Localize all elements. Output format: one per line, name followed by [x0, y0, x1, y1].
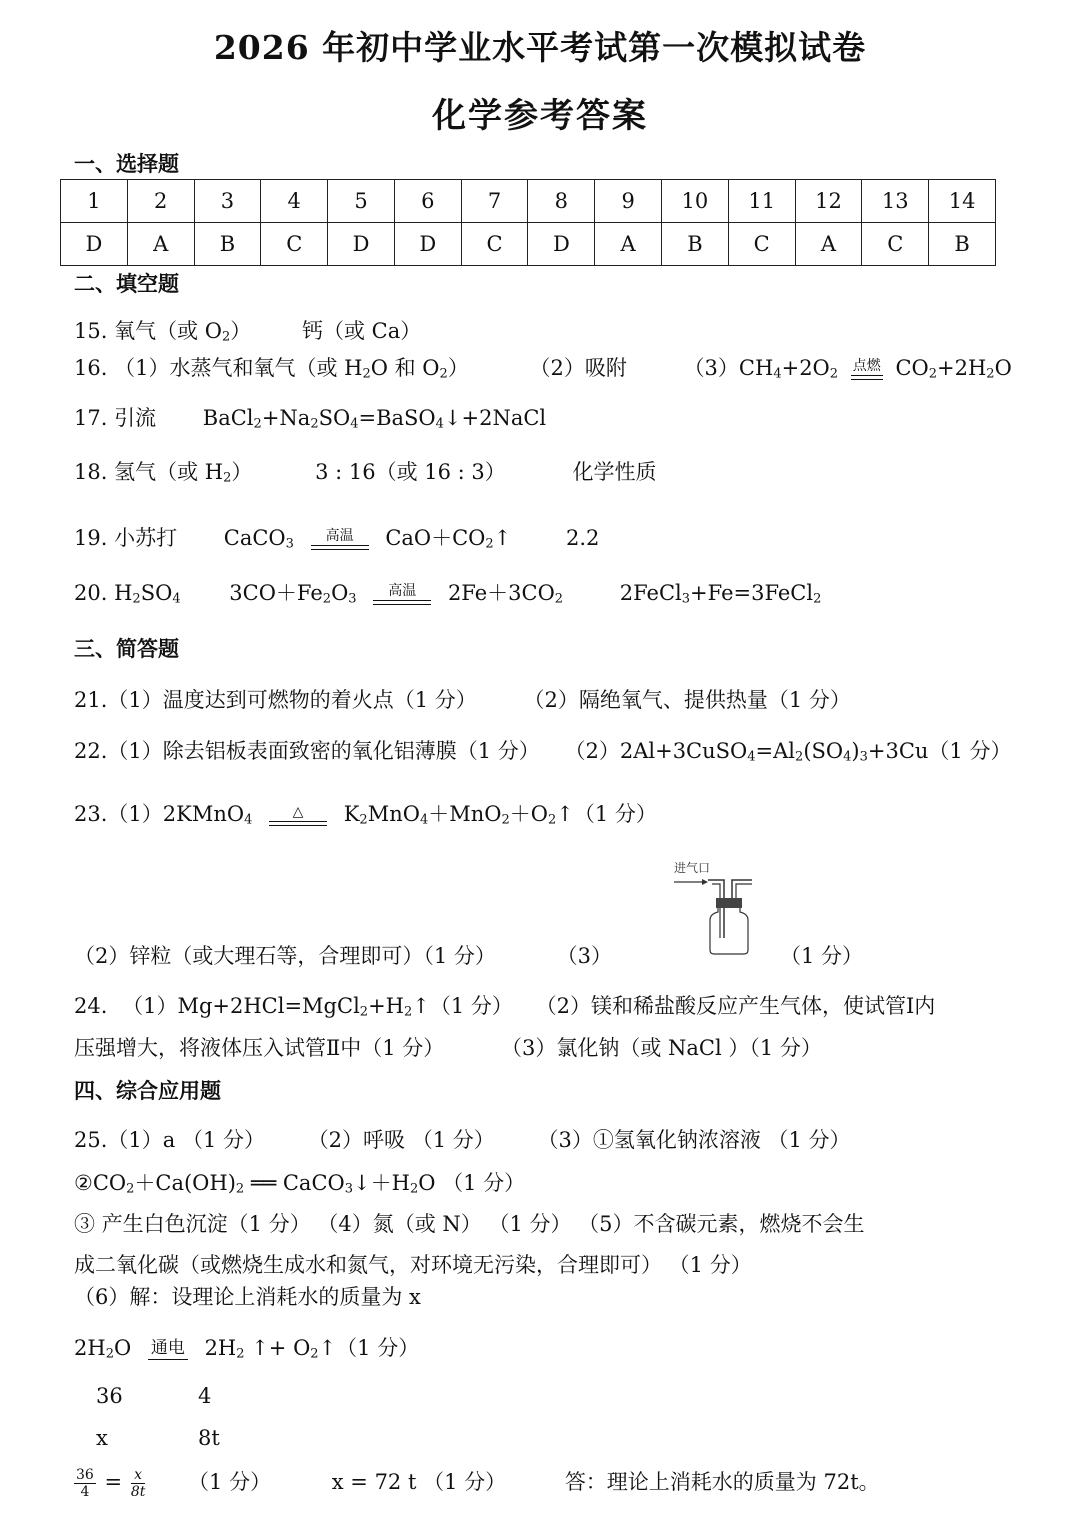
q23-part-3: （3） — [556, 944, 612, 968]
ratio-x: x — [96, 1426, 108, 1450]
subscript: 2 — [362, 366, 371, 382]
text-part: ↑（1 分） — [412, 994, 513, 1018]
text-part: +Na — [261, 406, 311, 430]
q18-answer-1: 氢气（或 H — [114, 460, 224, 484]
text-part: ↑+ O — [244, 1336, 311, 1360]
q25-part-3: （3）①氢氧化钠浓溶液 （1 分） — [537, 1128, 851, 1152]
subscript: 2 — [132, 591, 141, 607]
subscript: 2 — [795, 749, 804, 765]
text-part: ） — [230, 319, 252, 343]
subscript: 2 — [547, 812, 557, 828]
section-heading-comprehensive: 四、综合应用题 — [74, 1078, 221, 1103]
subscript: 2 — [554, 591, 564, 607]
section-heading-choice: 一、选择题 — [74, 151, 179, 176]
subscript: 4 — [172, 591, 181, 607]
text-part: ＋MnO — [428, 802, 502, 826]
text-part: SO — [318, 406, 351, 430]
q23-part-3-score: （1 分） — [780, 944, 864, 968]
text-part: +2H — [937, 356, 987, 380]
subscript: 2 — [501, 812, 510, 828]
q22-part-1: （1）除去铝板表面致密的氧化铝薄膜（1 分） — [107, 739, 540, 763]
q15-answer-2: 钙（或 Ca） — [301, 319, 422, 343]
table-cell: C — [728, 223, 795, 266]
answer-q25-line2 — [74, 1167, 525, 1197]
q24-part-3: （3）氯化钠（或 NaCl ）（1 分） — [501, 1036, 822, 1060]
text-part: +Fe=3FeCl — [690, 581, 814, 605]
table-cell: D — [528, 223, 595, 266]
text-part: MnO — [367, 802, 420, 826]
equals-bar — [373, 600, 431, 605]
table-cell: D — [61, 223, 128, 266]
subscript: 2 — [986, 366, 995, 382]
fraction-denominator: 4 — [80, 1484, 90, 1500]
table-cell: 9 — [595, 180, 662, 223]
long-tube-inner — [712, 884, 720, 938]
section-heading-short-answer: 三、简答题 — [74, 636, 179, 661]
solution-value: x = 72 t （1 分） — [331, 1470, 507, 1494]
answer-q23-part1 — [74, 798, 657, 828]
subscript: 2 — [235, 1181, 245, 1197]
table-cell: B — [929, 223, 996, 266]
q16-number: 16. — [74, 356, 108, 380]
subscript: 2 — [359, 1004, 369, 1020]
q21-part-2: （2）隔绝氧气、提供热量（1 分） — [523, 688, 851, 712]
table-cell: 10 — [662, 180, 729, 223]
table-cell: 8 — [528, 180, 595, 223]
table-cell: 1 — [61, 180, 128, 223]
text-part: 压强增大，将液体压入试管Ⅱ中（1 分） — [74, 1036, 445, 1060]
text-part: CO — [895, 356, 929, 380]
answer-row — [61, 223, 996, 266]
answer-q24-line2 — [74, 1032, 822, 1062]
table-cell: 12 — [795, 180, 862, 223]
reaction-condition — [269, 805, 327, 826]
q18-answer-2: 3 : 16（或 16 : 3） — [315, 460, 506, 484]
reaction-condition — [373, 584, 431, 605]
subscript: 3 — [681, 591, 691, 607]
text-part: +3Cu（1 分） — [867, 739, 1012, 763]
q17-answer-2: BaCl — [202, 406, 254, 430]
fraction-numerator: 36 — [76, 1467, 94, 1483]
table-cell: 3 — [194, 180, 261, 223]
answer-q20 — [74, 577, 821, 607]
q19-answer-1: 小苏打 — [114, 526, 178, 550]
answer-q25-line3: ③ 产生白色沉淀（1 分） （4）氮（或 N） （1 分） （5）不含碳元素，燃烧不会生 — [74, 1212, 865, 1236]
subscript: 2 — [409, 1181, 419, 1197]
subscript: 2 — [485, 536, 494, 552]
table-cell: D — [394, 223, 461, 266]
text-part: CaO＋CO — [385, 526, 486, 550]
equals-bar — [851, 375, 883, 380]
q23-part-2: （2）锌粒（或大理石等，合理即可）（1 分） — [74, 944, 496, 968]
q25-part-1: （1）a （1 分） — [107, 1128, 265, 1152]
q22-number: 22. — [74, 739, 108, 763]
text-part: O — [113, 1336, 132, 1360]
q19-answer-2: CaCO — [223, 526, 286, 550]
text-part: =BaSO — [358, 406, 436, 430]
text-part: ↑（1 分） — [556, 802, 657, 826]
ratio-8t: 8t — [198, 1426, 220, 1450]
text-part: 2H — [204, 1336, 237, 1360]
answer-q18 — [74, 456, 656, 486]
subscript: 3 — [859, 749, 868, 765]
q21-part-1: （1）温度达到可燃物的着火点（1 分） — [107, 688, 477, 712]
equals-bar — [311, 545, 369, 550]
question-number-row — [61, 180, 996, 223]
subscript: 3 — [285, 536, 294, 552]
table-cell: C — [461, 223, 528, 266]
subscript: 2 — [403, 1004, 413, 1020]
q16-part-2: （2）吸附 — [529, 356, 627, 380]
text-part: +2O — [781, 356, 830, 380]
q23-part-1: （1）2KMnO — [107, 802, 245, 826]
table-cell: D — [328, 223, 395, 266]
ratio-36: 36 — [96, 1384, 123, 1408]
subscript: 2 — [105, 1346, 114, 1362]
text-part: ） — [447, 356, 469, 380]
text-part: +H — [368, 994, 404, 1018]
table-cell: B — [662, 223, 729, 266]
table-cell: 7 — [461, 180, 528, 223]
inlet-label: 进气口 — [674, 861, 711, 875]
stopper — [716, 898, 742, 908]
q24-number: 24. — [74, 994, 108, 1018]
q15-answer-1: 氧气（或 O — [114, 319, 222, 343]
text-part: ＋O — [509, 802, 548, 826]
table-cell: 14 — [929, 180, 996, 223]
reaction-condition — [148, 1337, 188, 1360]
answer-q25-line5: （6）解：设理论上消耗水的质量为 x — [74, 1285, 421, 1309]
subscript: 2 — [813, 591, 822, 607]
q20-number: 20. — [74, 581, 108, 605]
subscript: 2 — [253, 416, 262, 432]
q22-part-2: （2）2Al+3CuSO — [564, 739, 748, 763]
condition-label: 通电 — [150, 1337, 185, 1358]
table-cell: 4 — [261, 180, 328, 223]
q15-number: 15. — [74, 319, 108, 343]
text-part: ） — [231, 460, 253, 484]
subscript: 2 — [310, 1346, 319, 1362]
answer-q24-line1 — [74, 990, 935, 1020]
subscript: 4 — [419, 812, 429, 828]
text-part: SO — [140, 581, 173, 605]
score-note: （1 分） — [188, 1470, 272, 1494]
subscript: 2 — [322, 591, 332, 607]
text-part: ══ CaCO — [250, 1171, 345, 1195]
subscript: 2 — [222, 329, 231, 345]
text-part: K — [343, 802, 360, 826]
q19-number: 19. — [74, 526, 108, 550]
bottle-body — [710, 908, 748, 954]
subscript: 4 — [843, 749, 852, 765]
answer-q15 — [74, 315, 421, 345]
table-cell: C — [261, 223, 328, 266]
subscript: 2 — [439, 366, 448, 382]
text-part: O — [994, 356, 1012, 380]
table-cell: 11 — [728, 180, 795, 223]
text-part: ↑（1 分） — [318, 1336, 420, 1360]
subscript: 4 — [350, 416, 359, 432]
subscript: 3 — [344, 1181, 354, 1197]
q23-number: 23. — [74, 802, 108, 826]
text-part: （1）Mg+2HCl=MgCl — [122, 994, 360, 1018]
table-cell: B — [194, 223, 261, 266]
text-part: (SO — [803, 739, 844, 763]
electrolysis-equation — [74, 1332, 419, 1362]
q18-number: 18. — [74, 460, 108, 484]
condition-label: 点燃 — [852, 358, 881, 374]
inlet-arrow-head — [702, 879, 708, 885]
text-part: ↓+2NaCl — [443, 406, 547, 430]
answer-q23-part2 — [74, 940, 612, 970]
text-part: 2Fe＋3CO — [447, 581, 555, 605]
answer-q22 — [74, 735, 1011, 765]
q19-answer-3: 2.2 — [565, 526, 600, 550]
q17-number: 17. — [74, 406, 108, 430]
q21-number: 21. — [74, 688, 108, 712]
subscript: 2 — [359, 812, 368, 828]
fraction-numerator: x — [131, 1467, 146, 1484]
text-part: ＋Ca(OH) — [134, 1171, 236, 1195]
q16-part-1: （1）水蒸气和氧气（或 H — [114, 356, 363, 380]
subscript: 4 — [747, 749, 756, 765]
answer-q16 — [74, 352, 1012, 382]
subscript: 2 — [236, 1346, 245, 1362]
fraction-36-over-4 — [74, 1467, 96, 1500]
answer-q25-line1 — [74, 1124, 851, 1154]
table-cell: 6 — [394, 180, 461, 223]
table-cell: 5 — [328, 180, 395, 223]
q25-number: 25. — [74, 1128, 108, 1152]
text-part: ↓＋H — [353, 1171, 410, 1195]
text-part: O 和 O — [370, 356, 440, 380]
subscript: 2 — [829, 366, 839, 382]
table-cell: A — [595, 223, 662, 266]
subscript: 3 — [348, 591, 357, 607]
equals-sign: = — [104, 1470, 123, 1494]
text-part: =Al — [755, 739, 796, 763]
table-cell: A — [127, 223, 194, 266]
exam-subtitle: 化学参考答案 — [432, 96, 648, 136]
table-cell: 13 — [862, 180, 929, 223]
text-part: ) — [851, 739, 860, 763]
section-heading-fill: 二、填空题 — [74, 271, 179, 296]
q20-answer-2: 3CO＋Fe — [229, 581, 323, 605]
q20-answer-3: 2FeCl — [619, 581, 682, 605]
equals-bar — [269, 821, 327, 826]
answer-q25-line4: 成二氧化碳（或燃烧生成水和氮气，对环境无污染，合理即可） （1 分） — [74, 1253, 752, 1277]
text-part: 2H — [74, 1336, 106, 1360]
heat-symbol: △ — [292, 804, 304, 820]
subscript: 2 — [928, 366, 938, 382]
subscript: 4 — [435, 416, 444, 432]
q18-answer-3: 化学性质 — [572, 460, 657, 484]
q16-part-3: （3）CH — [683, 356, 774, 380]
gas-bottle-svg — [672, 858, 762, 958]
q24-part-2: （2）镁和稀盐酸反应产生气体，使试管Ⅰ内 — [535, 994, 936, 1018]
gas-collection-bottle-diagram — [672, 858, 762, 962]
equals-bar — [148, 1359, 188, 1360]
table-cell: 2 — [127, 180, 194, 223]
table-cell: C — [862, 223, 929, 266]
text-part: ↑ — [493, 526, 512, 550]
proportion-line — [74, 1466, 880, 1500]
table-cell: A — [795, 223, 862, 266]
text-part: O — [331, 581, 349, 605]
text-part: O （1 分） — [418, 1171, 526, 1195]
condition-label: 高温 — [388, 583, 417, 599]
reaction-condition — [851, 359, 883, 380]
subscript: 2 — [223, 470, 232, 486]
subscript: 2 — [310, 416, 319, 432]
q20-answer-1: H — [114, 581, 133, 605]
subscript: 4 — [773, 366, 782, 382]
exam-title: 2026 年初中学业水平考试第一次模拟试卷 — [213, 28, 867, 67]
fraction-denominator: 8t — [130, 1484, 146, 1500]
choice-answer-table — [60, 179, 996, 266]
subscript: 4 — [244, 812, 253, 828]
ratio-4: 4 — [198, 1384, 212, 1408]
fraction-x-over-8t — [131, 1467, 146, 1500]
answer-q21 — [74, 684, 851, 714]
final-answer: 答：理论上消耗水的质量为 72t。 — [564, 1470, 880, 1494]
q25-part-2: （2）呼吸 （1 分） — [307, 1128, 495, 1152]
q17-answer-1: 引流 — [114, 406, 157, 430]
reaction-condition — [311, 529, 369, 550]
text-part: ②CO — [74, 1171, 127, 1195]
subscript: 2 — [126, 1181, 135, 1197]
condition-label: 高温 — [325, 528, 354, 544]
answer-q17 — [74, 402, 546, 432]
answer-q19 — [74, 522, 599, 552]
